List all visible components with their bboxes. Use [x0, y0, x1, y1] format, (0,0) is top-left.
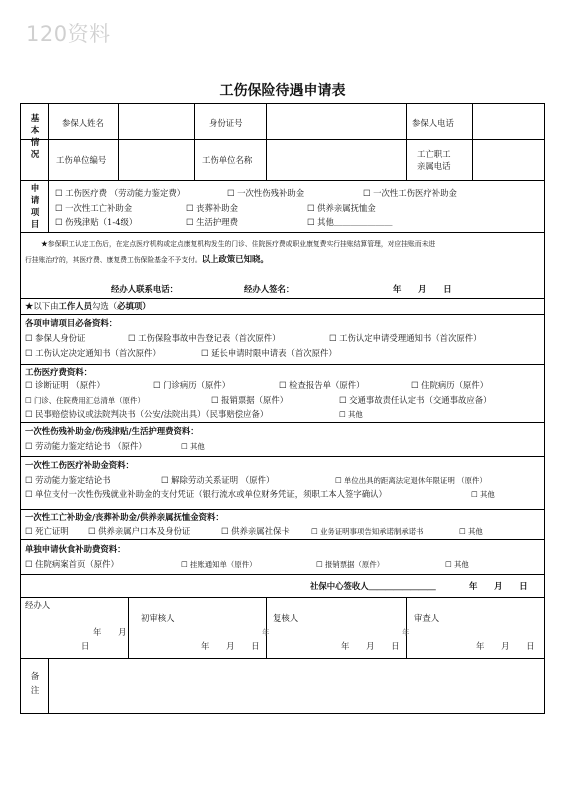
dis-other[interactable]: ☐ 其他	[181, 442, 205, 451]
med-diagnosis[interactable]: ☐ 诊断证明 （原件）	[25, 380, 105, 390]
page-title: 工伤保险待遇申请表	[219, 83, 346, 99]
insured-phone-label: 参保人电话	[412, 118, 454, 128]
materials-header-staff: 工作人员	[58, 301, 92, 311]
disability-title: 一次性伤残补助金/伤残津贴/生活护理费资料：	[25, 426, 199, 436]
one-payment-voucher[interactable]: ☐ 单位支付一次性伤残就业补助金的支付凭证（银行流水或单位财务凭证，须职工本人签字确认）	[25, 489, 387, 499]
approval-first-review-date: 年 月 日	[201, 641, 260, 651]
remarks-label: 备注	[30, 672, 40, 696]
one-other[interactable]: ☐ 其他	[471, 490, 495, 499]
med-fee-list[interactable]: ☐ 门诊、住院费用汇总清单（原件）	[25, 396, 145, 405]
handler-phone-label: 经办人联系电话：	[111, 284, 178, 294]
req-extension-form[interactable]: ☐ 延长申请时限申请表（首次原件）	[201, 348, 337, 358]
approval-handler-ym: 年 月	[93, 627, 127, 637]
notice-line2: 行挂账治疗的，其医疗费、康复费工伤保险基金不予支付。	[25, 256, 202, 264]
food-other[interactable]: ☐ 其他	[445, 560, 469, 569]
handler-signature-label: 经办人签名：	[244, 284, 295, 294]
notice-line1: ★参保职工认定工伤后，在定点医疗机构或定点康复机构发生的门诊、住院医疗费或职业康复费实行挂账结算管理，对应挂账而未进	[41, 240, 436, 248]
dis-assessment[interactable]: ☐ 劳动能力鉴定结论书 （原件）	[25, 441, 147, 451]
death-title: 一次性工亡补助金/丧葬补助金/供养亲属抚恤金资料：	[25, 512, 224, 522]
apply-other[interactable]: ☐ 其他＿＿＿＿＿＿＿	[307, 217, 393, 227]
approval-handler-day: 日	[81, 641, 90, 651]
receipt-date: 年 月 日	[469, 581, 528, 591]
handler-date: 年 月 日	[393, 284, 452, 294]
food-title: 单独申请伙食补助费资料：	[25, 544, 126, 554]
one-retirement-proof[interactable]: ☐ 单位出具的距离法定退休年限证明 （原件）	[335, 476, 487, 485]
med-outpatient-record[interactable]: ☐ 门诊病历（原件）	[153, 380, 231, 390]
onetime-title: 一次性工伤医疗补助金资料：	[25, 460, 134, 470]
deceased-phone-line1: 工亡职工	[417, 149, 451, 159]
approval-auditor-year: 年	[402, 628, 410, 637]
food-receipts[interactable]: ☐ 报销票据（原件）	[316, 560, 385, 569]
one-termination-proof[interactable]: ☐ 解除劳动关系证明 （原件）	[161, 475, 275, 485]
application-form	[20, 103, 545, 714]
med-inpatient-record[interactable]: ☐ 住院病历（原件）	[411, 380, 489, 390]
apply-disability-allowance[interactable]: ☐ 一次性伤残补助金	[227, 188, 305, 198]
apply-dependent-pension[interactable]: ☐ 供养亲属抚恤金	[307, 203, 376, 213]
req-insured-id[interactable]: ☐ 参保人身份证	[25, 333, 86, 343]
approval-second-review-date: 年 月 日	[341, 641, 400, 651]
med-traffic-report[interactable]: ☐ 交通事故责任认定书（交通事故应备）	[339, 395, 492, 405]
notice-acknowledged: 以上政策已知晓。	[201, 254, 269, 264]
apply-nursing-fee[interactable]: ☐ 生活护理费	[186, 217, 239, 227]
med-receipts[interactable]: ☐ 报销票据（原件）	[211, 395, 289, 405]
req-decision-notice[interactable]: ☐ 工伤认定决定通知书（首次原件）	[25, 348, 161, 358]
food-case-page[interactable]: ☐ 住院病案首页（原件）	[25, 559, 119, 569]
insured-name-label: 参保人姓名	[62, 118, 104, 128]
unit-code-label: 工伤单位编号	[56, 155, 107, 165]
food-account-notice[interactable]: ☐ 挂账通知单（原件）	[181, 560, 257, 569]
deceased-phone-line2: 亲属电话	[417, 161, 451, 171]
death-dependent-card[interactable]: ☐ 供养亲属社保卡	[221, 526, 290, 536]
receipt-signer: 社保中心签收人＿＿＿＿＿＿＿＿	[310, 581, 436, 591]
materials-header-prefix: ★以下由	[25, 301, 59, 311]
id-number-label: 身份证号	[209, 118, 243, 128]
approval-handler-label: 经办人	[25, 600, 51, 610]
watermark: 120资料	[26, 22, 111, 46]
apply-funeral-allowance[interactable]: ☐ 丧葬补助金	[186, 203, 239, 213]
medical-title: 工伤医疗费资料：	[25, 367, 92, 377]
req-acceptance-notice[interactable]: ☐ 工伤认定申请受理通知书（首次原件）	[329, 333, 482, 343]
apply-onetime-medical[interactable]: ☐ 一次性工伤医疗补助金	[363, 188, 457, 198]
apply-medical-fee[interactable]: ☐ 工伤医疗费 （劳动能力鉴定费）	[55, 188, 186, 198]
approval-second-review-year: 年	[262, 628, 270, 637]
req-accident-form[interactable]: ☐ 工伤保险事故申告登记表（首次原件）	[128, 333, 281, 343]
med-exam-report[interactable]: ☐ 检查报告单（原件）	[279, 380, 365, 390]
one-assessment[interactable]: ☐ 劳动能力鉴定结论书	[25, 475, 111, 485]
materials-header-end: 必填项）	[117, 301, 151, 311]
unit-name-label: 工伤单位名称	[202, 155, 253, 165]
approval-auditor-label: 审查人	[414, 613, 440, 623]
materials-header	[25, 301, 151, 312]
med-civil-judgment[interactable]: ☐ 民事赔偿协议或法院判决书（公安/法院出具）（民事赔偿应备）	[25, 409, 269, 419]
apply-death-allowance[interactable]: ☐ 一次性工亡补助金	[55, 203, 133, 213]
required-title: 各项申请项目必备资料：	[25, 318, 118, 328]
death-certificate[interactable]: ☐ 死亡证明	[25, 526, 69, 536]
death-other[interactable]: ☐ 其他	[459, 527, 483, 536]
notice-line2-wrap	[25, 254, 269, 266]
apply-side-label: 申请项目	[30, 184, 40, 230]
med-other[interactable]: ☐ 其他	[339, 410, 363, 419]
materials-header-mid: 勾选（	[92, 301, 118, 311]
approval-second-review-label: 复核人	[273, 613, 299, 623]
death-household-id[interactable]: ☐ 供养亲属户口本及身份证	[88, 526, 191, 536]
apply-disability-subsidy[interactable]: ☐ 伤残津贴（1-4级）	[55, 217, 138, 227]
approval-auditor-date: 年 月 日	[476, 641, 535, 651]
death-commitment[interactable]: ☐ 业务证明事项告知承诺制承诺书	[311, 527, 424, 536]
basic-side-label: 基本情况	[30, 114, 40, 160]
approval-first-review-label: 初审核人	[141, 613, 175, 623]
